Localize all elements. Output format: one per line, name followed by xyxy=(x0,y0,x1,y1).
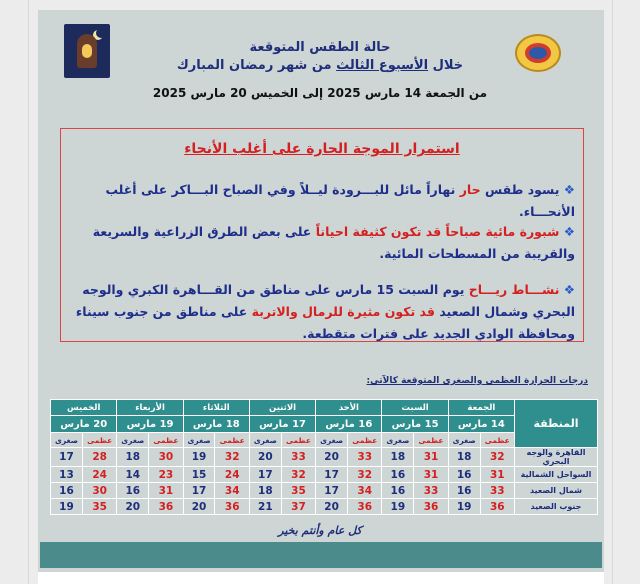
p3-text-d: على مناطق من جنوب سيناء ومحافظة الوادي الجديد على فترات متقطعة. xyxy=(75,304,575,341)
max-temp: 30 xyxy=(82,483,116,499)
max-temp: 24 xyxy=(82,467,116,483)
crescent-moon-icon xyxy=(96,28,106,38)
max-temp: 32 xyxy=(281,467,315,483)
meteorological-authority-logo xyxy=(515,34,561,72)
min-temp: 18 xyxy=(382,448,414,467)
min-temp: 20 xyxy=(183,499,215,515)
page-border-left xyxy=(28,0,29,584)
max-label: عظمى xyxy=(215,433,249,448)
min-temp: 16 xyxy=(448,483,480,499)
date-header: 20 مارس xyxy=(51,416,117,433)
min-temp: 17 xyxy=(316,467,348,483)
min-temp: 17 xyxy=(249,467,281,483)
min-temp: 16 xyxy=(382,483,414,499)
max-temp: 28 xyxy=(82,448,116,467)
forecast-item-temperature xyxy=(70,179,575,223)
table-row xyxy=(51,448,598,467)
max-temp: 33 xyxy=(348,448,382,467)
day-header: الأربعاء xyxy=(117,400,183,416)
min-label: صغرى xyxy=(117,433,149,448)
p1-text-b: نهاراً مائل للبـــرودة ليــلاً وفي الصباح البـــاكر على أغلب الأنحـــاء. xyxy=(105,182,575,219)
table-row xyxy=(51,499,598,515)
max-temp: 31 xyxy=(149,483,183,499)
table-header-days xyxy=(51,400,598,416)
min-label: صغرى xyxy=(448,433,480,448)
max-temp: 35 xyxy=(82,499,116,515)
p1-hot: حار xyxy=(459,182,481,197)
min-temp: 17 xyxy=(51,448,83,467)
bullet-icon: ❖ xyxy=(563,282,575,297)
min-temp: 18 xyxy=(249,483,281,499)
day-header: الجمعة xyxy=(448,400,514,416)
min-temp: 21 xyxy=(249,499,281,515)
min-temp: 16 xyxy=(448,467,480,483)
p2-text-b: على بعض الطرق الزراعية والسريعة والقريبة من المسطحات المائية. xyxy=(92,224,575,261)
min-temp: 19 xyxy=(183,448,215,467)
max-label: عظمى xyxy=(149,433,183,448)
logo-emblem-inner xyxy=(529,47,547,59)
region-name: القاهرة والوجه البحري xyxy=(515,448,598,467)
forecast-item-fog xyxy=(70,221,575,265)
max-temp: 32 xyxy=(348,467,382,483)
max-label: عظمى xyxy=(480,433,514,448)
day-header: الأحد xyxy=(316,400,382,416)
max-label: عظمى xyxy=(82,433,116,448)
max-temp: 36 xyxy=(149,499,183,515)
p3-text-b: يوم السبت 15 مارس على مناطق من القـــاهرة الكبري والوجه البحري وشمال الصعيد xyxy=(82,282,575,319)
min-temp: 20 xyxy=(117,499,149,515)
max-temp: 31 xyxy=(414,467,448,483)
max-temp: 37 xyxy=(281,499,315,515)
min-temp: 19 xyxy=(448,499,480,515)
forecast-headline: استمرار الموجة الحارة على أغلب الأنحاء xyxy=(184,141,460,157)
max-temp: 36 xyxy=(480,499,514,515)
min-label: صغرى xyxy=(51,433,83,448)
min-temp: 13 xyxy=(51,467,83,483)
temperature-table xyxy=(50,399,598,515)
max-label: عظمى xyxy=(348,433,382,448)
max-temp: 36 xyxy=(348,499,382,515)
max-label: عظمى xyxy=(281,433,315,448)
min-temp: 18 xyxy=(117,448,149,467)
p1-text-a: يسود طقس xyxy=(484,182,560,197)
max-label: عظمى xyxy=(414,433,448,448)
date-header: 16 مارس xyxy=(316,416,382,433)
max-temp: 33 xyxy=(480,483,514,499)
max-temp: 33 xyxy=(414,483,448,499)
date-header: 15 مارس xyxy=(382,416,448,433)
forecast-item-wind xyxy=(70,279,575,345)
day-header: الاثنين xyxy=(249,400,315,416)
page-bottom-margin xyxy=(38,572,604,584)
p2-text-a: شبورة مائية صباحاً قد تكون كثيفة احياناً xyxy=(315,224,560,239)
day-header: السبت xyxy=(382,400,448,416)
max-temp: 31 xyxy=(414,448,448,467)
date-header: 18 مارس xyxy=(183,416,249,433)
max-temp: 30 xyxy=(149,448,183,467)
min-temp: 19 xyxy=(382,499,414,515)
max-temp: 33 xyxy=(281,448,315,467)
min-label: صغرى xyxy=(249,433,281,448)
bullet-icon: ❖ xyxy=(563,182,575,197)
min-temp: 15 xyxy=(183,467,215,483)
min-temp: 20 xyxy=(316,448,348,467)
min-label: صغرى xyxy=(382,433,414,448)
table-row xyxy=(51,483,598,499)
p3-text-a: نشـــاط ريـــاح xyxy=(468,282,560,297)
ramadan-greeting: كل عام وأنتم بخير xyxy=(278,524,362,537)
temperature-table-caption: درجات الحرارة العظمى والصغرى المتوقعة كالآتي: xyxy=(366,376,588,386)
day-header: الخميس xyxy=(51,400,117,416)
min-temp: 20 xyxy=(249,448,281,467)
max-temp: 32 xyxy=(215,448,249,467)
max-temp: 34 xyxy=(348,483,382,499)
subtitle-suffix: من شهر رمضان المبارك xyxy=(176,58,332,73)
max-temp: 34 xyxy=(215,483,249,499)
forecast-box xyxy=(60,128,584,342)
min-temp: 16 xyxy=(117,483,149,499)
bulletin-title: حالة الطقس المتوقعة xyxy=(249,40,391,55)
min-temp: 17 xyxy=(183,483,215,499)
date-header: 17 مارس xyxy=(249,416,315,433)
date-header: 14 مارس xyxy=(448,416,514,433)
max-temp: 35 xyxy=(281,483,315,499)
table-row xyxy=(51,467,598,483)
min-label: صغرى xyxy=(183,433,215,448)
date-range: من الجمعة 14 مارس 2025 إلى الخميس 20 مارس 2025 xyxy=(152,86,488,100)
page-border-right xyxy=(612,0,613,584)
min-temp: 19 xyxy=(51,499,83,515)
bullet-icon: ❖ xyxy=(563,224,575,239)
max-temp: 23 xyxy=(149,467,183,483)
region-name: شمال الصعيد xyxy=(515,483,598,499)
min-temp: 17 xyxy=(316,483,348,499)
min-temp: 16 xyxy=(51,483,83,499)
bulletin-subtitle xyxy=(140,58,500,73)
max-temp: 32 xyxy=(480,448,514,467)
lantern-glow xyxy=(82,44,92,58)
min-temp: 20 xyxy=(316,499,348,515)
region-name: السواحل الشمالية xyxy=(515,467,598,483)
min-label: صغرى xyxy=(316,433,348,448)
min-temp: 18 xyxy=(448,448,480,467)
subtitle-prefix: خلال xyxy=(432,58,464,73)
max-temp: 24 xyxy=(215,467,249,483)
region-name: جنوب الصعيد xyxy=(515,499,598,515)
date-header: 19 مارس xyxy=(117,416,183,433)
footer-band xyxy=(40,542,602,568)
max-temp: 36 xyxy=(215,499,249,515)
subtitle-week: الأسبوع الثالث xyxy=(336,58,429,73)
day-header: الثلاثاء xyxy=(183,400,249,416)
ramadan-lantern-logo xyxy=(64,24,110,78)
max-temp: 36 xyxy=(414,499,448,515)
p3-text-c: قد تكون مثيرة للرمال والاتربة xyxy=(251,304,435,319)
region-header: المنطقة xyxy=(515,400,598,448)
min-temp: 14 xyxy=(117,467,149,483)
min-temp: 16 xyxy=(382,467,414,483)
max-temp: 31 xyxy=(480,467,514,483)
